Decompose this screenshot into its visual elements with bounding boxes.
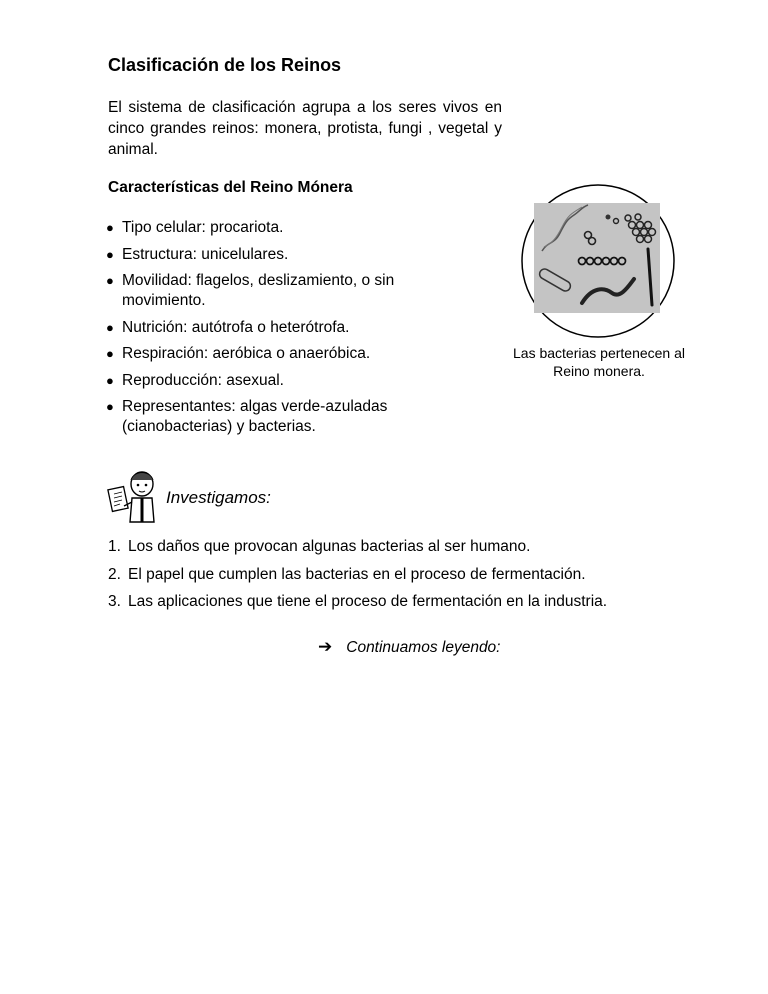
characteristics-list <box>106 218 466 444</box>
list-item: 2. El papel que cumplen las bacterias en el proceso de fermentación. <box>108 565 586 583</box>
list-item: ● Representantes: algas verde-azuladas (cianobacterias) y bacterias. <box>106 398 388 435</box>
bullet-icon: ● <box>106 372 114 388</box>
list-item: ● Respiración: aeróbica o anaeróbica. <box>106 345 371 362</box>
list-item: 3. Las aplicaciones que tiene el proceso de fermentación en la industria. <box>108 593 608 610</box>
bullet-icon: ● <box>106 273 114 288</box>
continue-text: Continuamos leyendo: <box>346 639 501 656</box>
bullet-icon: ● <box>106 319 114 335</box>
list-item: ● Movilidad: flagelos, deslizamiento, o sin movimiento. <box>106 272 395 309</box>
continue-reading <box>318 637 501 657</box>
investigate-title: Investigamos: <box>166 488 271 507</box>
bullet-icon: ● <box>106 399 114 414</box>
bacteria-illustration <box>508 183 688 339</box>
figure-caption: Las bacterias pertenecen al Reino monera. <box>513 345 685 379</box>
questions-list <box>108 537 607 620</box>
bullet-icon: ● <box>106 346 114 361</box>
student-icon <box>106 468 164 524</box>
list-item: ● Tipo celular: procariota. <box>106 219 284 236</box>
section-title: Características del Reino Mónera <box>108 179 353 196</box>
bullet-icon: ● <box>106 246 114 262</box>
page-title: Clasificación de los Reinos <box>108 55 342 75</box>
intro-paragraph: El sistema de clasificación agrupa a los seres vivos en cinco grandes reinos: monera, protista, fungi , vegetal y animal. <box>108 99 502 158</box>
list-item: 1. Los daños que provocan algunas bacterias al ser humano. <box>108 538 531 555</box>
bullet-icon: ● <box>106 220 114 235</box>
list-item: ● Estructura: unicelulares. <box>106 245 289 263</box>
list-item: ● Nutrición: autótrofa o heterótrofa. <box>106 318 350 336</box>
arrow-right-icon: ➔ <box>318 637 333 656</box>
list-item: ● Reproducción: asexual. <box>106 371 284 389</box>
